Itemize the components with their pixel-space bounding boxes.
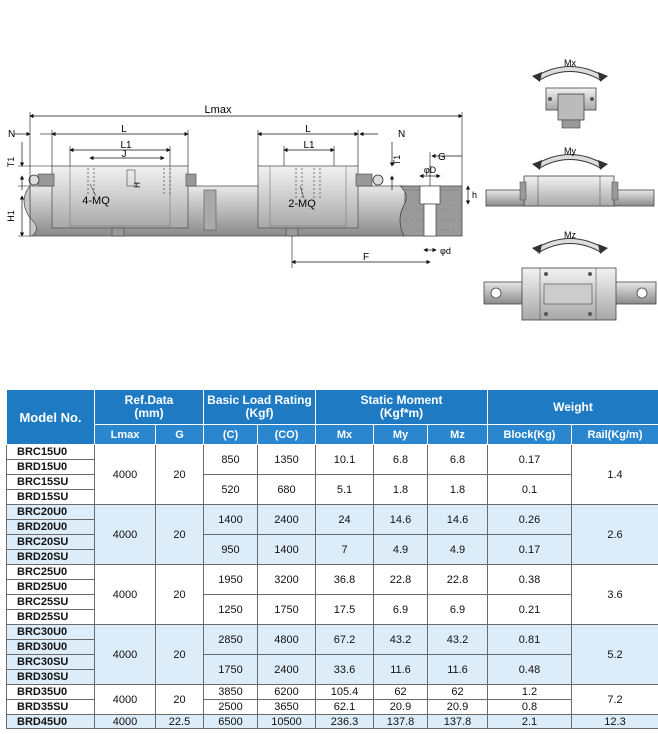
- model-cell: BRD45U0: [7, 715, 95, 729]
- co-cell: 4800: [258, 625, 316, 655]
- right-block: [258, 166, 358, 228]
- model-cell: BRD25SU: [7, 610, 95, 625]
- c-cell: 2500: [204, 700, 258, 715]
- rail-cell: 5.2: [572, 625, 658, 685]
- mx-cell: 5.1: [316, 475, 374, 505]
- lmax-cell: 4000: [95, 445, 156, 505]
- block-cell: 0.1: [488, 475, 572, 505]
- model-cell: BRD35SU: [7, 700, 95, 715]
- label-4mq: 4-MQ: [82, 195, 110, 207]
- side-view: [6, 104, 477, 268]
- co-cell: 1750: [258, 595, 316, 625]
- my-cell: 11.6: [374, 655, 428, 685]
- mz-view: [484, 230, 656, 320]
- model-cell: BRC30U0: [7, 625, 95, 640]
- co-cell: 3650: [258, 700, 316, 715]
- mx-cell: 33.6: [316, 655, 374, 685]
- header-rail: Rail(Kg/m): [572, 425, 658, 445]
- my-cell: 1.8: [374, 475, 428, 505]
- block-cell: 0.48: [488, 655, 572, 685]
- my-cell: 14.6: [374, 505, 428, 535]
- model-cell: BRC20SU: [7, 535, 95, 550]
- header-g: G: [156, 425, 204, 445]
- co-cell: 2400: [258, 655, 316, 685]
- label-j: J: [121, 149, 127, 160]
- block-cell: 2.1: [488, 715, 572, 729]
- mx-cell: 24: [316, 505, 374, 535]
- table-row: [7, 565, 658, 580]
- label-l-right: L: [305, 124, 311, 135]
- mz-cell: 4.9: [428, 535, 488, 565]
- label-phi-big-d: φD: [423, 165, 437, 175]
- mx-cell: 7: [316, 535, 374, 565]
- header-lmax: Lmax: [95, 425, 156, 445]
- model-cell: BRC15SU: [7, 475, 95, 490]
- g-cell: 20: [156, 445, 204, 505]
- rail-cell: 3.6: [572, 565, 658, 625]
- mz-cell: 20.9: [428, 700, 488, 715]
- c-cell: 950: [204, 535, 258, 565]
- model-cell: BRD20U0: [7, 520, 95, 535]
- model-cell: BRD35U0: [7, 685, 95, 700]
- block-cell: 0.17: [488, 445, 572, 475]
- rail-cell: 12.3: [572, 715, 658, 729]
- block-cell: 0.81: [488, 625, 572, 655]
- mz-cell: 137.8: [428, 715, 488, 729]
- header-block: Block(Kg): [488, 425, 572, 445]
- mz-cell: 14.6: [428, 505, 488, 535]
- mx-cell: 105.4: [316, 685, 374, 700]
- mx-cell: 62.1: [316, 700, 374, 715]
- mx-cell: 67.2: [316, 625, 374, 655]
- c-cell: 520: [204, 475, 258, 505]
- my-cell: 43.2: [374, 625, 428, 655]
- label-l-left: L: [121, 124, 127, 135]
- lmax-cell: 4000: [95, 505, 156, 565]
- lmax-cell: 4000: [95, 715, 156, 729]
- mx-cell: 236.3: [316, 715, 374, 729]
- block-cell: 0.38: [488, 565, 572, 595]
- co-cell: 1350: [258, 445, 316, 475]
- lmax-cell: 4000: [95, 685, 156, 715]
- label-2mq: 2-MQ: [288, 198, 316, 210]
- mz-cell: 62: [428, 685, 488, 700]
- model-cell: BRD15SU: [7, 490, 95, 505]
- label-h: H: [133, 182, 142, 188]
- table-row: [7, 685, 658, 700]
- header-c: (C): [204, 425, 258, 445]
- header-mz: Mz: [428, 425, 488, 445]
- g-cell: 20: [156, 685, 204, 715]
- model-cell: BRD30U0: [7, 640, 95, 655]
- my-cell: 4.9: [374, 535, 428, 565]
- model-cell: BRD15U0: [7, 460, 95, 475]
- label-l1-left: L1: [120, 140, 132, 151]
- label-f: F: [362, 252, 370, 263]
- c-cell: 6500: [204, 715, 258, 729]
- my-cell: 6.8: [374, 445, 428, 475]
- co-cell: 10500: [258, 715, 316, 729]
- label-phi-d: φd: [440, 246, 451, 256]
- my-view: [486, 146, 654, 206]
- header-moment-text: Static Moment (Kgf*m): [360, 393, 443, 420]
- model-cell: BRC15U0: [7, 445, 95, 460]
- block-cell: 0.21: [488, 595, 572, 625]
- label-mz: Mz: [564, 230, 576, 240]
- label-h1: H1: [6, 210, 16, 222]
- model-cell: BRC25SU: [7, 595, 95, 610]
- label-mx: Mx: [564, 58, 576, 68]
- mx-cell: 36.8: [316, 565, 374, 595]
- block-cell: 1.2: [488, 685, 572, 700]
- rail-cell: 2.6: [572, 505, 658, 565]
- model-cell: BRC30SU: [7, 655, 95, 670]
- model-cell: BRC25U0: [7, 565, 95, 580]
- label-t1-left: T1: [6, 156, 16, 168]
- lmax-cell: 4000: [95, 625, 156, 685]
- table-row: [7, 445, 658, 460]
- label-n-right: N: [398, 129, 406, 140]
- c-cell: 1950: [204, 565, 258, 595]
- c-cell: 1750: [204, 655, 258, 685]
- mz-cell: 43.2: [428, 625, 488, 655]
- mz-cell: 22.8: [428, 565, 488, 595]
- lmax-cell: 4000: [95, 565, 156, 625]
- model-cell: BRC20U0: [7, 505, 95, 520]
- label-h-small: h: [472, 190, 478, 200]
- header-co: (CO): [258, 425, 316, 445]
- g-cell: 22.5: [156, 715, 204, 729]
- co-cell: 1400: [258, 535, 316, 565]
- co-cell: 3200: [258, 565, 316, 595]
- c-cell: 1400: [204, 505, 258, 535]
- block-cell: 0.8: [488, 700, 572, 715]
- header-mx: Mx: [316, 425, 374, 445]
- c-cell: 3850: [204, 685, 258, 700]
- label-l1-right: L1: [303, 140, 315, 151]
- my-cell: 137.8: [374, 715, 428, 729]
- my-cell: 62: [374, 685, 428, 700]
- header-ref-text: Ref.Data (mm): [124, 393, 174, 420]
- g-cell: 20: [156, 625, 204, 685]
- table-row: [7, 625, 658, 640]
- label-lmax: Lmax: [204, 104, 232, 116]
- mz-cell: 1.8: [428, 475, 488, 505]
- label-g: G: [438, 152, 446, 163]
- block-cell: 0.17: [488, 535, 572, 565]
- spec-table: [6, 389, 658, 729]
- header-ref: [95, 390, 204, 425]
- table-row: [7, 715, 658, 729]
- mx-view: [532, 58, 608, 128]
- model-cell: BRD30SU: [7, 670, 95, 685]
- mz-cell: 6.9: [428, 595, 488, 625]
- table-row: [7, 505, 658, 520]
- label-n-left: N: [8, 129, 16, 140]
- block-cell: 0.26: [488, 505, 572, 535]
- left-block: [52, 166, 188, 228]
- g-cell: 20: [156, 505, 204, 565]
- c-cell: 850: [204, 445, 258, 475]
- c-cell: 1250: [204, 595, 258, 625]
- g-cell: 20: [156, 565, 204, 625]
- label-t1-right: T1: [392, 154, 402, 166]
- header-load-text: Basic Load Rating (Kgf): [207, 393, 312, 420]
- spec-table-body: [7, 445, 658, 729]
- mz-cell: 11.6: [428, 655, 488, 685]
- mx-cell: 17.5: [316, 595, 374, 625]
- my-cell: 6.9: [374, 595, 428, 625]
- header-model: Model No.: [7, 390, 95, 445]
- my-cell: 22.8: [374, 565, 428, 595]
- mz-cell: 6.8: [428, 445, 488, 475]
- rail-cell: 7.2: [572, 685, 658, 715]
- header-weight: Weight: [488, 390, 658, 425]
- model-cell: BRD20SU: [7, 550, 95, 565]
- c-cell: 2850: [204, 625, 258, 655]
- header-moment: [316, 390, 488, 425]
- co-cell: 6200: [258, 685, 316, 700]
- co-cell: 680: [258, 475, 316, 505]
- label-my: My: [564, 146, 576, 156]
- my-cell: 20.9: [374, 700, 428, 715]
- co-cell: 2400: [258, 505, 316, 535]
- mx-cell: 10.1: [316, 445, 374, 475]
- header-my: My: [374, 425, 428, 445]
- header-load: [204, 390, 316, 425]
- model-cell: BRD25U0: [7, 580, 95, 595]
- rail-cell: 1.4: [572, 445, 658, 505]
